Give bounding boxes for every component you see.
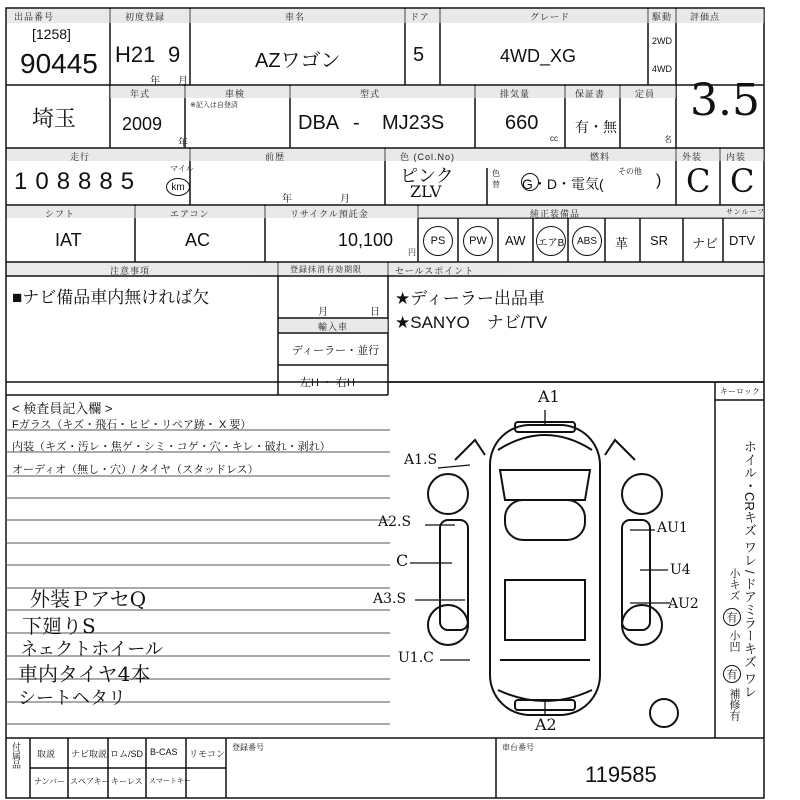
accessories-label: 付属品 bbox=[11, 742, 21, 769]
caution-text: ■ナビ備品車内無ければ欠 bbox=[12, 288, 210, 307]
acc-rom-sd: ロム/SD bbox=[110, 749, 144, 759]
fuel: G・D・電気( bbox=[522, 176, 604, 192]
repair-note: 補修有 bbox=[728, 688, 740, 721]
color-note: 色替 bbox=[492, 169, 500, 189]
ac-label: エアコン bbox=[170, 209, 210, 219]
wheel-mirror-note: ホイル・CRキズ ワレ / ドアミラーキズ ワレ bbox=[742, 440, 757, 698]
warranty-label: 保証書 bbox=[575, 89, 606, 99]
interior-label: 内装 bbox=[726, 152, 747, 162]
vin: 119585 bbox=[585, 762, 657, 787]
equip-airbag: エアB bbox=[536, 226, 566, 256]
displacement: 660 bbox=[505, 112, 539, 134]
small-scratch-mark: 有 bbox=[723, 608, 741, 626]
drive-label: 駆動 bbox=[652, 12, 673, 22]
score: 3.5 bbox=[690, 75, 760, 126]
equip-navi: ナビ bbox=[692, 236, 719, 251]
door-label: ドア bbox=[410, 12, 430, 22]
recycle-label: リサイクル預託金 bbox=[290, 209, 369, 219]
fuel-g-circle bbox=[521, 173, 539, 191]
mark-u4: U4 bbox=[670, 562, 691, 578]
drive-2wd: 2WD bbox=[652, 36, 672, 46]
hand-note-3: ネェクトホイール bbox=[20, 639, 163, 660]
hand-note-4: 車内タイヤ4本 bbox=[18, 662, 151, 686]
acc-keyless: キーレス bbox=[111, 777, 143, 786]
equip-ps: PS bbox=[423, 226, 453, 256]
warranty: 有・無 bbox=[575, 119, 617, 135]
region: 埼玉 bbox=[32, 106, 77, 131]
model-dash: - bbox=[353, 112, 360, 134]
equip-sr: SR bbox=[650, 233, 669, 248]
acc-manual: 取説 bbox=[37, 749, 56, 759]
acc-spare-key: スペアキー bbox=[70, 777, 110, 786]
mark-a1-front: A1 bbox=[538, 387, 560, 406]
reg-expiry-label: 登録抹消有効期限 bbox=[290, 265, 362, 274]
hand-note-5: シートヘタリ bbox=[18, 688, 126, 709]
import-value: ディーラー・並行 bbox=[292, 345, 380, 357]
displacement-label: 排気量 bbox=[500, 89, 531, 99]
color-label: 色 (Col.No) bbox=[400, 152, 456, 162]
interior-score: C bbox=[730, 162, 755, 200]
small-dent-mark: 有 bbox=[723, 665, 741, 683]
mark-au2: AU2 bbox=[668, 596, 699, 612]
shift: IAT bbox=[55, 230, 82, 250]
exterior-score: C bbox=[686, 162, 711, 200]
model-prefix: DBA bbox=[298, 112, 340, 134]
car-name-label: 車名 bbox=[285, 12, 306, 22]
yen-unit: 円 bbox=[408, 248, 416, 257]
equip-dtv: DTV bbox=[729, 233, 755, 248]
model-year: 2009 bbox=[122, 114, 163, 134]
inspector-glass: Fガラス（キズ・飛石・ヒビ・リペア跡・ X 要） bbox=[12, 419, 252, 431]
color-hand-2: ZLV bbox=[410, 182, 442, 201]
km-unit: km bbox=[166, 178, 190, 196]
shift-label: シフト bbox=[45, 209, 76, 219]
mark-u1c: U1.C bbox=[398, 650, 434, 666]
mark-au1: AU1 bbox=[657, 520, 688, 536]
small-dent: 小凹 bbox=[728, 630, 740, 652]
equip-abs: ABS bbox=[572, 226, 602, 256]
sales-point-2: ★SANYO ナビ/TV bbox=[395, 313, 548, 332]
equip-label: 純正装備品 bbox=[530, 209, 581, 219]
score-label: 評価点 bbox=[690, 12, 721, 22]
mileage: 108885 bbox=[14, 168, 143, 195]
prev-label: 前歴 bbox=[265, 152, 286, 162]
inspector-audio: オーディオ（無し・穴）/ タイヤ（スタッドレス） bbox=[12, 464, 259, 476]
mark-a1s: A1.S bbox=[404, 452, 438, 468]
keylock-label: キーロック bbox=[720, 387, 760, 396]
vin-label: 車台番号 bbox=[502, 743, 534, 752]
equip-pw: PW bbox=[463, 226, 493, 256]
month-unit: 月 bbox=[178, 76, 188, 87]
fuel-close: ) bbox=[656, 172, 662, 189]
inspector-title: < 検査員記入欄 > bbox=[12, 401, 113, 416]
mileage-label: 走行 bbox=[70, 152, 91, 162]
recycle-amount: 10,100 bbox=[338, 230, 394, 250]
car-diagram bbox=[428, 422, 678, 727]
acc-remote: リモコン bbox=[189, 749, 226, 759]
model-code: MJ23S bbox=[382, 112, 445, 134]
lot-number: 90445 bbox=[20, 48, 98, 79]
hand-note-2: 下廻りS bbox=[22, 614, 96, 638]
model-label: 型式 bbox=[360, 89, 381, 99]
sales-point-1: ★ディーラー出品車 bbox=[395, 289, 545, 308]
import-label: 輸入車 bbox=[318, 322, 349, 332]
acc-bcas: B-CAS bbox=[150, 747, 178, 757]
exterior-label: 外装 bbox=[682, 152, 703, 162]
inspector-interior: 内装（キズ・汚レ・焦ゲ・シミ・コゲ・穴・キレ・破れ・剥れ） bbox=[12, 441, 331, 453]
lot-no-label: 出品番号 bbox=[14, 12, 55, 22]
mark-a2s: A2.S bbox=[378, 514, 412, 530]
acc-number-plate: ナンバー bbox=[34, 777, 66, 786]
color-hand: ピンク bbox=[400, 166, 454, 187]
cc-unit: cc bbox=[550, 134, 558, 143]
equip-aw: AW bbox=[505, 233, 526, 248]
mark-a3s: A3.S bbox=[373, 591, 407, 607]
caution-label: 注意事項 bbox=[110, 266, 151, 276]
acc-smart-key: スマートキー bbox=[149, 778, 191, 785]
grade-label: グレード bbox=[530, 12, 571, 22]
inspection-note: ※記入は自登済 bbox=[190, 102, 238, 109]
grade: 4WD_XG bbox=[500, 46, 577, 66]
mark-c: C bbox=[396, 551, 409, 570]
equip-leather: 革 bbox=[615, 236, 629, 251]
reg-label: 初度登録 bbox=[125, 12, 166, 22]
ac: AC bbox=[185, 230, 211, 250]
car-name: AZワゴン bbox=[255, 50, 341, 72]
handle-value: 左H ・ 右H bbox=[300, 377, 355, 389]
fuel-other: その他 bbox=[618, 167, 642, 176]
prev-year-unit: 年 bbox=[282, 194, 292, 205]
acc-navi-manual: ナビ取説 bbox=[71, 749, 108, 759]
mile-unit: マイル bbox=[170, 164, 194, 173]
capacity-label: 定員 bbox=[635, 89, 656, 99]
sunroof-label: サンルーフ bbox=[726, 209, 766, 216]
fuel-label: 燃料 bbox=[590, 152, 611, 162]
reg-month: 9 bbox=[168, 42, 181, 67]
small-scratch: 小キズ bbox=[728, 568, 740, 601]
inspection-label: 車検 bbox=[225, 89, 246, 99]
model-year-unit: 年 bbox=[178, 138, 188, 149]
lot-bracket: [1258] bbox=[32, 26, 71, 42]
year-unit: 年 bbox=[150, 76, 160, 87]
prev-month-unit: 月 bbox=[340, 194, 350, 205]
expiry-day: 日 bbox=[370, 307, 380, 318]
drive-4wd: 4WD bbox=[652, 64, 672, 74]
doors: 5 bbox=[413, 44, 425, 66]
reg-no-label: 登録番号 bbox=[232, 743, 264, 752]
era-year: H21 bbox=[115, 42, 156, 67]
sales-label: セールスポイント bbox=[395, 266, 475, 276]
hand-note-1: 外装ＰアセQ bbox=[30, 587, 147, 611]
expiry-month: 月 bbox=[318, 307, 328, 318]
mark-a2-rear: A2 bbox=[535, 715, 557, 734]
capacity-unit: 名 bbox=[664, 135, 672, 144]
year-label: 年式 bbox=[130, 89, 151, 99]
